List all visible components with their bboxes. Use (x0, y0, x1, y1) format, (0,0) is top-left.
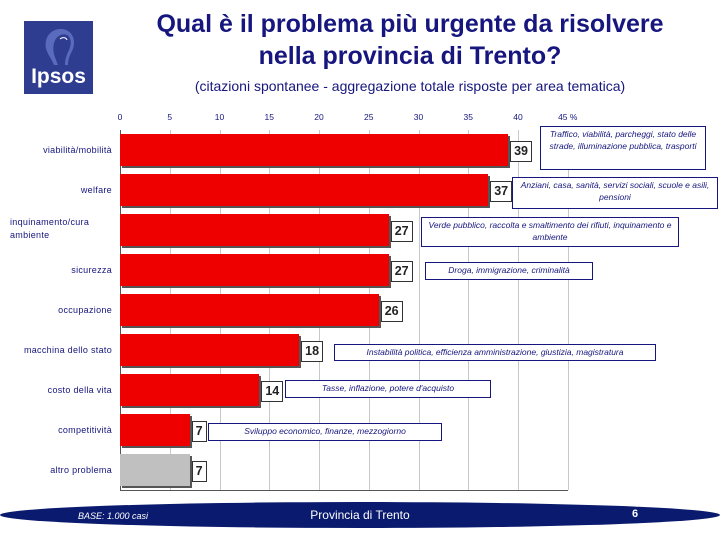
data-label: 27 (391, 261, 413, 282)
page-title-line1: Qual è il problema più urgente da risolvere (156, 10, 664, 38)
annotation-note: Tasse, inflazione, potere d'acquisto (285, 380, 491, 398)
x-tick-label: 30 (413, 112, 424, 122)
footer-base: BASE: 1.000 casi (78, 511, 149, 521)
ipsos-logo (24, 21, 93, 94)
category-label: costo della vita (47, 385, 112, 395)
annotation-note: Traffico, viabilità, parcheggi, stato delle strade, illuminazione pubblica, trasporti (540, 126, 706, 170)
page-title-line2: nella provincia di Trento? (258, 42, 562, 70)
data-label: 14 (261, 381, 283, 402)
bar (120, 214, 389, 246)
bar (120, 134, 508, 166)
category-label: occupazione (58, 305, 112, 315)
bar (120, 374, 259, 406)
page-number: 6 (632, 508, 639, 520)
x-tick-label: 40 (513, 112, 523, 122)
data-label: 26 (381, 301, 403, 322)
bar (120, 414, 190, 446)
category-label: viabilità/mobilità (43, 145, 112, 155)
bar (120, 294, 379, 326)
bar (120, 454, 190, 486)
page-subtitle: (citazioni spontanee - aggregazione totale risposte per area tematica) (194, 78, 626, 94)
bar (120, 334, 299, 366)
category-label: altro problema (50, 465, 112, 475)
annotation-note: Droga, immigrazione, criminalità (425, 262, 593, 280)
x-tick-label: 0 (117, 112, 123, 122)
data-label: 37 (490, 181, 512, 202)
annotation-note: Instabilità politica, efficienza amministrazione, giustizia, magistratura (334, 344, 656, 361)
x-tick-label: 15 (264, 112, 274, 122)
x-tick-label: 20 (314, 112, 324, 122)
x-tick-label: 10 (214, 112, 225, 122)
annotation-note: Sviluppo economico, finanze, mezzogiorno (208, 423, 442, 441)
x-tick-label: 45 % (558, 112, 578, 122)
category-label: inquinamento/cura ambiente (10, 217, 90, 240)
footer-center: Provincia di Trento (310, 508, 410, 522)
data-label: 39 (510, 141, 532, 162)
category-label: welfare (80, 185, 112, 195)
bar (120, 254, 389, 286)
category-label: competitività (58, 425, 112, 435)
x-tick-label: 35 (463, 112, 473, 122)
data-label: 7 (192, 461, 207, 482)
data-label: 7 (192, 421, 207, 442)
annotation-note: Verde pubblico, raccolta e smaltimento dei rifiuti, inquinamento e ambiente (421, 217, 679, 247)
data-label: 27 (391, 221, 413, 242)
annotation-note: Anziani, casa, sanità, servizi sociali, scuole e asili, pensioni (512, 177, 718, 209)
logo-text: Ipsos (31, 65, 86, 88)
data-label: 18 (301, 341, 323, 362)
bar (120, 174, 488, 206)
x-axis-baseline (120, 490, 568, 491)
category-label: macchina dello stato (23, 345, 112, 355)
x-tick-label: 25 (364, 112, 374, 122)
category-label: sicurezza (71, 265, 112, 275)
x-tick-label: 5 (167, 112, 173, 122)
